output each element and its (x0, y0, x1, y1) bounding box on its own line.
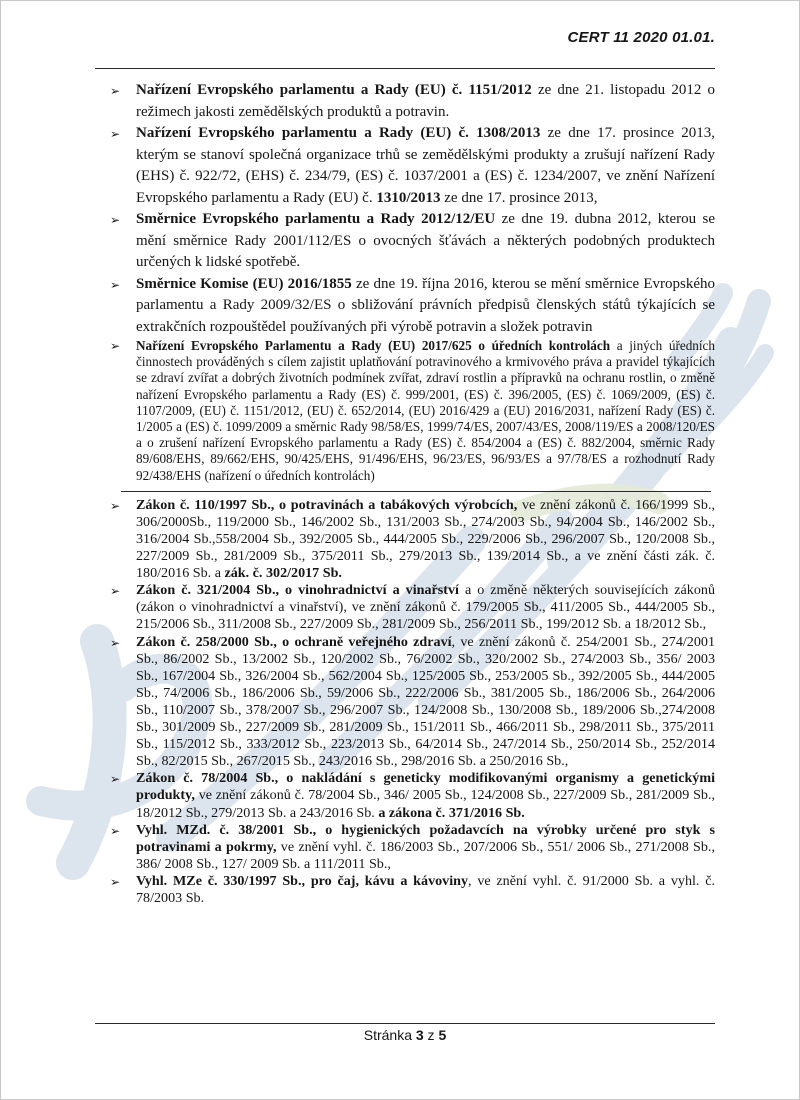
list-item-text: Nařízení Evropského Parlamentu a Rady (EU) 2017/625 o úředních kontrolách a jiných úředních činnostech prováděných s cílem zajistit uplatňování potravinového a krmivového práva a pravidel týkajících se zdraví zvířat a dobrých životních podmínek zvířat, zdraví rostlin a přípravků na ochranu rostlin, o změně nařízení Evropského parlamentu a Rady (ES) č. 999/2001, (ES) č. 396/2005, (ES) č. 1069/2009, (ES) č. 1107/2009, (EU) č. 1151/2012, (EU) č. 652/2014, (EU) 2016/429 a (EU) 2016/2031, nařízení Rady (ES) č. 1/2005 a (ES) č. 1099/2009 a směrnic Rady 98/58/ES, 1999/74/ES, 2007/43/ES, 2008/119/ES a 2008/120/ES a o zrušení nařízení Evropského parlamentu a Rady (ES) č. 854/2004 a (ES) č. 882/2004, směrnic Rady 89/608/EHS, 89/662/EHS, 90/425/EHS, 91/496/EHS, 96/23/ES, 96/93/ES a 97/78/ES a rozhodnutí Rady 92/438/EHS (nařízení o úředních kontrolách) (136, 338, 716, 483)
list-item (95, 209, 715, 274)
list-item-text: Vyhl. MZe č. 330/1997 Sb., pro čaj, kávu a kávoviny, ve znění vyhl. č. 91/2000 Sb. a vyhl. č. 78/2003 Sb. (136, 872, 715, 906)
arrow-bullet-icon: ➢ (110, 498, 121, 513)
top-rule (95, 68, 715, 69)
arrow-bullet-icon: ➢ (110, 635, 121, 650)
list-item (95, 770, 715, 821)
arrow-bullet-icon: ➢ (110, 823, 121, 838)
eu-regulations-list (95, 80, 715, 484)
list-item (95, 873, 715, 907)
list-item (95, 634, 715, 771)
list-item (95, 822, 715, 873)
list-item-text: Zákon č. 258/2000 Sb., o ochraně veřejného zdraví, ve znění zákonů č. 254/2001 Sb., 274/2001 Sb., 86/2002 Sb., 13/2002 Sb., 120/2002 Sb., 76/2002 Sb., 320/2002 Sb., 274/2003 Sb., 356/ 2003 Sb., 167/2004 Sb., 326/2004 Sb., 562/2004 Sb., 125/2005 Sb., 253/2005 Sb., 392/2005 Sb., 444/2005 Sb., 74/2006 Sb., 186/2006 Sb., 59/2006 Sb., 222/2006 Sb., 381/2005 Sb., 186/2006 Sb., 264/2006 Sb., 110/2007 Sb., 378/2007 Sb., 296/2007 Sb., 124/2008 Sb., 130/2008 Sb., 189/2006 Sb.,274/2008 Sb., 301/2009 Sb., 227/2009 Sb., 281/2009 Sb., 151/2011 Sb., 466/2011 Sb., 298/2011 Sb., 375/2011 Sb., 115/2012 Sb., 333/2012 Sb., 223/2013 Sb., 64/2014 Sb., 247/2014 Sb., 250/2014 Sb., 252/2014 Sb., 82/2015 Sb., 267/2015 Sb., 243/2016 Sb., 298/2016 Sb. a 250/2016 Sb., (136, 633, 715, 770)
list-item-text: Vyhl. MZd. č. 38/2001 Sb., o hygienických požadavcích na výrobky určené pro styk s potravinami a pokrmy, ve znění vyhl. č. 186/2003 Sb., 207/2006 Sb., 551/ 2006 Sb., 271/2008 Sb., 386/ 2008 Sb., 127/ 2009 Sb. a 111/2011 Sb., (136, 821, 715, 872)
list-item (95, 80, 715, 123)
document-code: CERT 11 2020 01.01. (567, 29, 715, 46)
list-item (95, 338, 715, 484)
page-footer (1, 1023, 799, 1043)
arrow-bullet-icon: ➢ (110, 874, 121, 889)
list-item (95, 274, 715, 339)
document-content (95, 1, 715, 907)
arrow-bullet-icon: ➢ (110, 339, 121, 353)
arrow-bullet-icon: ➢ (110, 127, 121, 141)
arrow-bullet-icon: ➢ (110, 584, 121, 599)
bottom-rule (95, 1023, 715, 1024)
list-item-text: Nařízení Evropského parlamentu a Rady (EU) č. 1308/2013 ze dne 17. prosince 2013, kterým se stanoví společná organizace trhů se zemědělskými produkty a zrušují nařízení Rady (EHS) č. 922/72, (EHS) č. 234/79, (ES) č. 1037/2001 a (ES) č. 1234/2007, ve znění Nařízení Evropského parlamentu a Rady (EU) č. 1310/2013 ze dne 17. prosince 2013, (136, 125, 715, 206)
arrow-bullet-icon: ➢ (110, 213, 121, 227)
page-number: Stránka 3 z 5 (363, 1027, 447, 1043)
list-item (95, 123, 715, 209)
list-item-text: Zákon č. 110/1997 Sb., o potravinách a tabákových výrobcích, ve znění zákonů č. 166/1999 Sb., 306/2000Sb., 119/2000 Sb., 146/2002 Sb., 131/2003 Sb., 274/2003 Sb., 94/2004 Sb., 146/2002 Sb., 316/2004 Sb.,558/2004 Sb., 392/2005 Sb., 444/2005 Sb., 229/2006 Sb., 296/2007 Sb., 120/2008 Sb., 227/2009 Sb., 281/2009 Sb., 375/2011 Sb., 279/2013 Sb., 139/2014 Sb., a ve znění části zák. č. 180/2016 Sb. a zák. č. 302/2017 Sb. (136, 496, 715, 582)
list-item-text: Zákon č. 78/2004 Sb., o nakládání s geneticky modifikovanými organismy a genetickými produkty, ve znění zákonů č. 78/2004 Sb., 346/ 2005 Sb., 124/2008 Sb., 227/2009 Sb., 281/2009 Sb., 18/2012 Sb., 279/2013 Sb. a 243/2016 Sb. a zákona č. 371/2016 Sb. (136, 770, 715, 821)
list-item-text: Zákon č. 321/2004 Sb., o vinohradnictví a vinařství a o změně některých souvisejících zákonů (zákon o vinohradnictví a vinařství), ve znění zákonů č. 179/2005 Sb., 411/2005 Sb., 444/2005 Sb., 215/2006 Sb., 311/2008 Sb., 227/2009 Sb., 281/2009 Sb., 256/2011 Sb., 199/2012 Sb. a 18/2012 Sb., (136, 582, 715, 633)
list-item-text: Nařízení Evropského parlamentu a Rady (EU) č. 1151/2012 ze dne 21. listopadu 2012 o režimech jakosti zemědělských produktů a potravin. (136, 82, 715, 120)
arrow-bullet-icon: ➢ (110, 772, 121, 787)
arrow-bullet-icon: ➢ (110, 277, 121, 292)
list-item-text: Směrnice Evropského parlamentu a Rady 2012/12/EU ze dne 19. dubna 2012, kterou se mění směrnice Rady 2001/112/ES o ovocných šťávách a některých podobných produktech určených k lidské spotřebě. (136, 211, 715, 270)
list-item-text: Směrnice Komise (EU) 2016/1855 ze dne 19. října 2016, kterou se mění směrnice Evropského parlamentu a Rady 2009/32/ES o sbližování právních předpisů členských států týkajících se extrakčních rozpouštědel používaných při výrobě potravin a složek potravin (136, 275, 715, 335)
list-item (95, 497, 715, 582)
national-laws-list (95, 497, 715, 907)
section-divider-rule (121, 491, 711, 492)
arrow-bullet-icon: ➢ (110, 84, 121, 98)
list-item (95, 582, 715, 633)
